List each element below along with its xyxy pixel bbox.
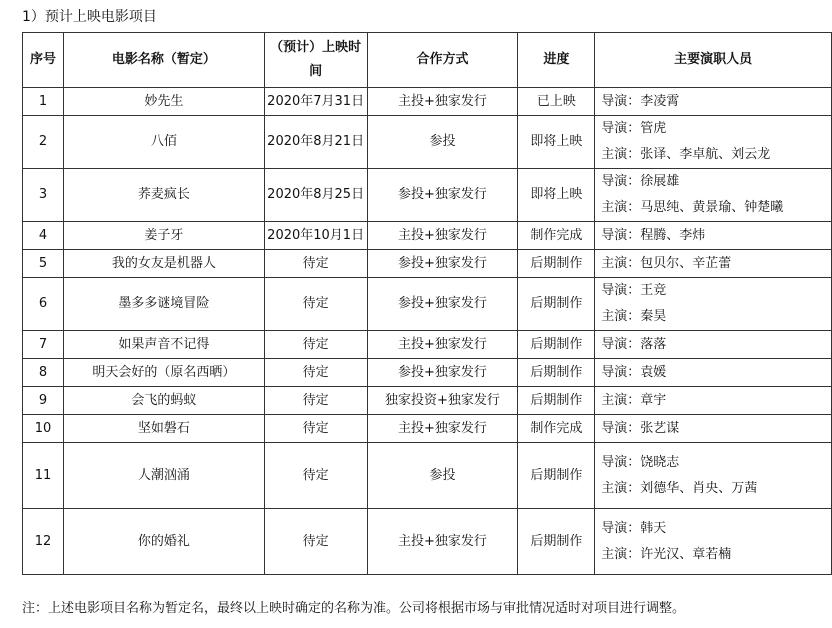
row-people-cell [595,331,832,359]
row-people-cell [595,88,832,116]
row-title-cell: 人潮汹涌 [63,443,264,509]
row-date-cell: 待定 [264,278,367,331]
row-mode-cell: 主投+独家发行 [367,88,518,116]
table-row [23,222,832,250]
row-no-cell: 10 [23,415,64,443]
table-row [23,509,832,575]
row-mode-cell: 参投+独家发行 [367,359,518,387]
row-title-cell: 姜子牙 [63,222,264,250]
row-date-cell: 2020年7月31日 [264,88,367,116]
row-people-cell [595,116,832,169]
person-line: 导演：王竞 [601,283,667,298]
row-status-cell: 制作完成 [518,415,595,443]
row-status-cell: 后期制作 [518,387,595,415]
film-projects-table [22,32,832,575]
row-no-cell: 3 [23,169,64,222]
row-status-cell: 即将上映 [518,116,595,169]
row-date-cell: 待定 [264,331,367,359]
table-row [23,88,832,116]
row-mode-cell: 主投+独家发行 [367,331,518,359]
row-status-cell: 后期制作 [518,509,595,575]
person-line: 主演：秦昊 [601,309,667,324]
person-line: 导演：饶晓志 [601,454,680,470]
table-row [23,116,832,169]
row-no-cell: 2 [23,116,64,169]
person-line: 导演：韩天 [601,520,667,536]
row-mode-cell: 参投+独家发行 [367,278,518,331]
row-mode-cell: 参投 [367,116,518,169]
row-date-cell: 待定 [264,387,367,415]
row-date-cell: 待定 [264,443,367,509]
person-line: 主演：章宇 [601,392,667,408]
person-line: 导演：张艺谋 [601,420,680,436]
table-row [23,415,832,443]
person-line: 导演：徐展雄 [601,174,680,189]
row-status-cell: 后期制作 [518,331,595,359]
row-mode-cell: 参投+独家发行 [367,250,518,278]
person-line: 导演：管虎 [601,121,667,136]
row-mode-cell: 主投+独家发行 [367,222,518,250]
row-mode-cell: 独家投资+独家发行 [367,387,518,415]
row-no-cell: 6 [23,278,64,331]
row-status-cell: 已上映 [518,88,595,116]
row-title-cell: 我的女友是机器人 [63,250,264,278]
row-mode-cell: 主投+独家发行 [367,509,518,575]
row-status-cell: 后期制作 [518,443,595,509]
col-header-title: 电影名称（暂定） [63,33,264,88]
row-date-cell: 2020年10月1日 [264,222,367,250]
row-status-cell: 制作完成 [518,222,595,250]
person-line: 导演：程腾、李炜 [601,227,706,243]
table-row [23,331,832,359]
row-title-cell: 荞麦疯长 [63,169,264,222]
table-row [23,359,832,387]
section-heading: 1）预计上映电影项目 [22,9,157,25]
row-no-cell: 8 [23,359,64,387]
col-header-people: 主要演职人员 [595,33,832,88]
row-mode-cell: 参投+独家发行 [367,169,518,222]
row-people-cell [595,509,832,575]
row-date-cell: 待定 [264,359,367,387]
row-people-cell [595,387,832,415]
row-title-cell: 八佰 [63,116,264,169]
person-line: 主演：许光汉、章若楠 [601,546,732,562]
person-line: 导演：袁媛 [601,364,667,380]
table-header-row [23,33,832,88]
person-line: 导演：落落 [601,336,667,352]
row-date-cell: 2020年8月21日 [264,116,367,169]
row-mode-cell: 主投+独家发行 [367,415,518,443]
row-status-cell: 后期制作 [518,250,595,278]
row-no-cell: 11 [23,443,64,509]
table-row [23,278,832,331]
row-people-cell [595,169,832,222]
row-no-cell: 4 [23,222,64,250]
row-people-cell [595,415,832,443]
row-status-cell: 后期制作 [518,278,595,331]
row-status-cell: 后期制作 [518,359,595,387]
row-no-cell: 12 [23,509,64,575]
row-people-cell [595,222,832,250]
row-title-cell: 妙先生 [63,88,264,116]
row-status-cell: 即将上映 [518,169,595,222]
table-row [23,387,832,415]
row-people-cell [595,278,832,331]
row-title-cell: 你的婚礼 [63,509,264,575]
row-no-cell: 1 [23,88,64,116]
row-people-cell [595,443,832,509]
row-mode-cell: 参投 [367,443,518,509]
person-line: 主演：刘德华、肖央、万茜 [601,480,758,496]
row-date-cell: 待定 [264,509,367,575]
row-date-cell: 2020年8月25日 [264,169,367,222]
row-no-cell: 9 [23,387,64,415]
row-people-cell [595,359,832,387]
row-title-cell: 坚如磐石 [63,415,264,443]
row-title-cell: 明天会好的（原名西晒） [63,359,264,387]
col-header-status: 进度 [518,33,595,88]
table-row [23,443,832,509]
row-date-cell: 待定 [264,250,367,278]
person-line: 主演：马思纯、黄景瑜、钟楚曦 [601,200,784,215]
table-row [23,169,832,222]
person-line: 主演：包贝尔、辛芷蕾 [601,255,732,271]
row-no-cell: 7 [23,331,64,359]
footnote: 注：上述电影项目名称为暂定名，最终以上映时确定的名称为准。公司将根据市场与审批情况适时对项目进行调整。 [22,601,686,616]
row-title-cell: 会飞的蚂蚁 [63,387,264,415]
col-header-date: （预计）上映时间 [264,33,367,88]
person-line: 主演：张译、李卓航、刘云龙 [601,147,771,162]
row-title-cell: 墨多多谜境冒险 [63,278,264,331]
table-row [23,250,832,278]
row-date-cell: 待定 [264,415,367,443]
person-line: 导演：李凌霄 [601,93,680,109]
col-header-no: 序号 [23,33,64,88]
row-no-cell: 5 [23,250,64,278]
col-header-mode: 合作方式 [367,33,518,88]
row-people-cell [595,250,832,278]
row-title-cell: 如果声音不记得 [63,331,264,359]
